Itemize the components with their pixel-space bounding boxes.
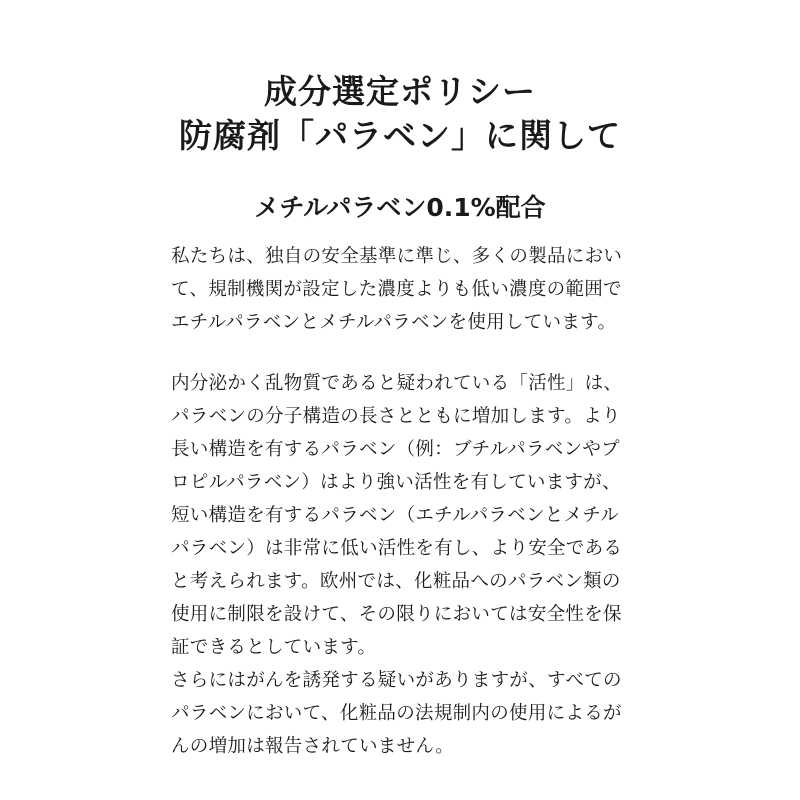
paragraph-usage [171, 240, 651, 339]
paragraph-line: エチルパラベンとメチルパラベンを使用しています。 [171, 312, 617, 333]
paragraph-line: パラベン）は非常に低い活性を有し、より安全である [171, 538, 623, 559]
paragraph-line: ロピルパラベン）はより強い活性を有していますが、 [171, 472, 621, 493]
paragraph-line: パラベンにおいて、化粧品の法規制内の使用によるが [171, 703, 622, 724]
page-title-line-2: 防腐剤「パラベン」に関して [179, 116, 621, 155]
paragraph-line: 使用に制限を設けて、その限りにおいては安全性を保 [171, 604, 622, 625]
paragraph-line: パラベンの分子構造の長さとともに増加します。より [171, 406, 621, 427]
page-title-line-1: 成分選定ポリシー [264, 72, 536, 111]
paragraph-line: 長い構造を有するパラベン（例：ブチルパラベンやプ [171, 439, 620, 460]
paragraph-line: 内分泌かく乱物質であると疑われている「活性」は、 [171, 373, 623, 394]
paragraph-line: 私たちは、独自の安全基準に準じ、多くの製品におい [171, 246, 623, 267]
section-heading: メチルパラベン0.1%配合 [254, 193, 546, 222]
paragraph-line: さらにはがんを誘発する疑いがありますが、すべての [171, 670, 622, 691]
paragraph-line: んの増加は報告されていません。 [171, 736, 455, 757]
paragraph-safety [171, 367, 651, 763]
paragraph-line: て、規制機関が設定した濃度よりも低い濃度の範囲で [171, 279, 622, 300]
paragraph-line: と考えられます。欧州では、化粧品へのパラベン類の [171, 571, 621, 592]
paragraph-line: 証できるとしています。 [171, 637, 377, 658]
paragraph-line: 短い構造を有するパラベン（エチルパラベンとメチル [171, 505, 620, 526]
